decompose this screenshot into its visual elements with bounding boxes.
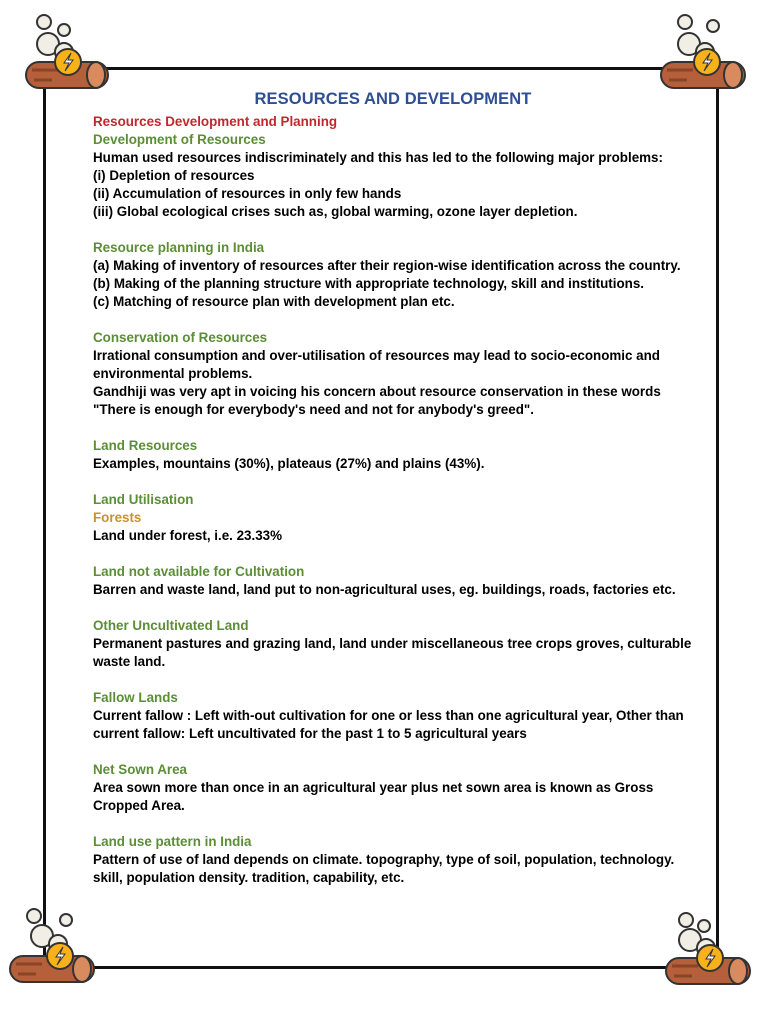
body-line: Barren and waste land, land put to non-agricultural uses, eg. buildings, roads, factories etc. bbox=[93, 582, 676, 597]
section-heading: Resource planning in India bbox=[93, 240, 265, 255]
section-heading: Fallow Lands bbox=[93, 690, 178, 705]
document-body bbox=[93, 88, 693, 887]
section-development-of-resources bbox=[93, 131, 693, 221]
section-heading: Land Resources bbox=[93, 438, 198, 453]
body-line: Land under forest, i.e. 23.33% bbox=[93, 528, 283, 543]
section-fallow-lands bbox=[93, 689, 693, 743]
section-other-uncultivated bbox=[93, 617, 693, 671]
section-heading: Net Sown Area bbox=[93, 762, 188, 777]
body-line: Pattern of use of land depends on climate. topography, type of soil, population, technology. skill, population density. tradition, capability, etc. bbox=[93, 852, 675, 885]
body-line: (c) Matching of resource plan with development plan etc. bbox=[93, 294, 455, 309]
body-line: (i) Depletion of resources bbox=[93, 168, 255, 183]
chapter-subtitle: Resources Development and Planning bbox=[93, 114, 338, 129]
body-line: Gandhiji was very apt in voicing his concern about resource conservation in these words "There is enough for everybody's need and not for anybody's greed". bbox=[93, 384, 661, 417]
section-land-resources bbox=[93, 437, 693, 473]
body-line: Current fallow : Left with-out cultivation for one or less than one agricultural year, Other than current fallow: Left uncultivated for the past 1 to 5 agricultural years bbox=[93, 708, 684, 741]
log-energy-icon bbox=[655, 10, 753, 92]
body-line: Human used resources indiscriminately and this has led to the following major problems: bbox=[93, 150, 663, 165]
section-land-use-pattern bbox=[93, 833, 693, 887]
section-heading: Other Uncultivated Land bbox=[93, 618, 249, 633]
log-energy-icon bbox=[18, 10, 116, 92]
section-subheading: Forests bbox=[93, 510, 142, 525]
body-line: Permanent pastures and grazing land, land under miscellaneous tree crops groves, culturable waste land. bbox=[93, 636, 692, 669]
section-heading: Development of Resources bbox=[93, 132, 266, 147]
section-heading: Land use pattern in India bbox=[93, 834, 252, 849]
body-line: Examples, mountains (30%), plateaus (27%) and plains (43%). bbox=[93, 456, 485, 471]
section-net-sown-area bbox=[93, 761, 693, 815]
body-line: (a) Making of inventory of resources after their region-wise identification across the country. bbox=[93, 258, 681, 273]
body-line: (iii) Global ecological crises such as, global warming, ozone layer depletion. bbox=[93, 204, 578, 219]
log-energy-icon bbox=[4, 906, 102, 988]
section-heading: Land not available for Cultivation bbox=[93, 564, 305, 579]
section-resource-planning bbox=[93, 239, 693, 311]
section-land-not-available bbox=[93, 563, 693, 599]
body-line: (b) Making of the planning structure with appropriate technology, skill and institutions. bbox=[93, 276, 645, 291]
section-conservation bbox=[93, 329, 693, 419]
section-heading: Conservation of Resources bbox=[93, 330, 268, 345]
body-line: (ii) Accumulation of resources in only few hands bbox=[93, 186, 402, 201]
body-line: Area sown more than once in an agricultural year plus net sown area is known as Gross Cropped Area. bbox=[93, 780, 654, 813]
page-title: RESOURCES AND DEVELOPMENT bbox=[254, 90, 532, 108]
body-line: Irrational consumption and over-utilisation of resources may lead to socio-economic and environmental problems. bbox=[93, 348, 660, 381]
section-land-utilisation bbox=[93, 491, 693, 545]
section-heading: Land Utilisation bbox=[93, 492, 194, 507]
log-energy-icon bbox=[660, 908, 758, 990]
